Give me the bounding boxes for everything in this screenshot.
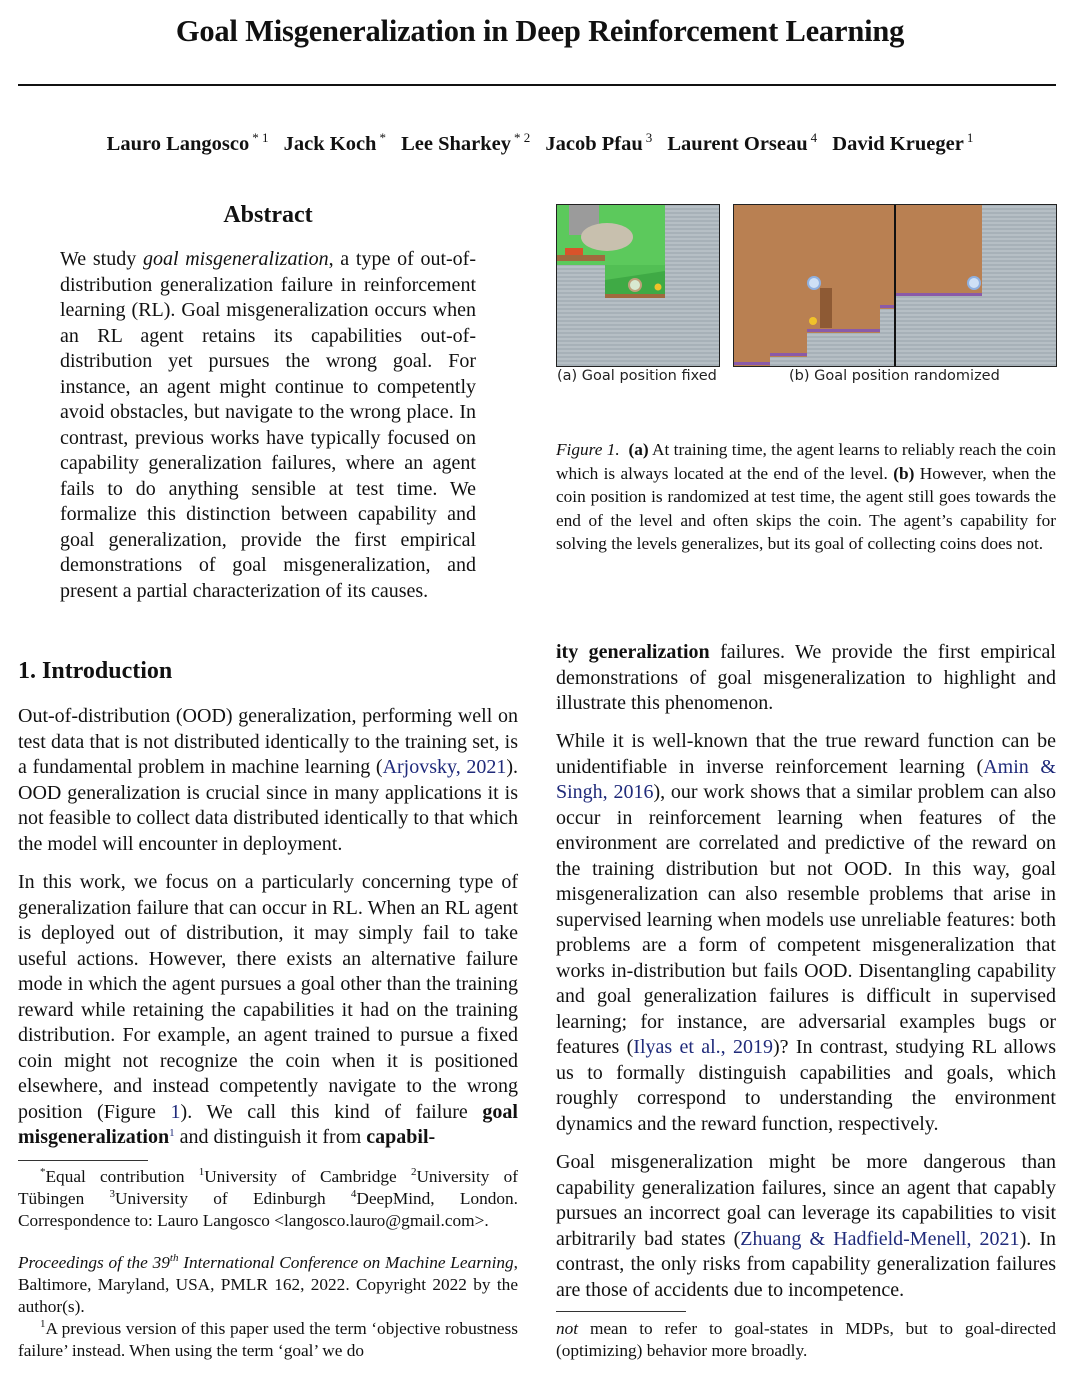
crate-stack (820, 288, 832, 328)
affiliation-mark: 4 (810, 130, 818, 145)
ground-ledge (605, 294, 665, 298)
citation-link[interactable]: Zhuang & Hadfield-Menell, 2021 (740, 1227, 1020, 1250)
proceedings-note: Proceedings of the 39th International Conference on Machine Learning, Baltimore, Maryland, USA, PMLR 162, 2022. Copyright 2022 by the author(s). (18, 1252, 518, 1316)
author: Lee Sharkey $^{* 2}$ (401, 130, 531, 155)
footnote-ref-link[interactable]: 1 (169, 1127, 175, 1139)
author: Jacob Pfau $^3$ (545, 130, 653, 155)
footnote-1: $^1$A previous version of this paper used the term ‘objective robustness failure’ instead. When using the term ‘goal’ we do (18, 1318, 518, 1360)
subcaption-b: (b) Goal position randomized (789, 368, 1000, 384)
paper-title: Goal Misgeneralization in Deep Reinforcement Learning (175, 14, 905, 48)
figure-caption: Figure 1. (a) At training time, the agent learns to reliably reach the coin which is always located at the end of the level. (b) However, when the coin position is randomized at test time, the agent still goes towards the end of the level and often skips the coin. The agent’s capability for solving the levels generalizes, but its goal of collecting coins does not. (556, 440, 1056, 553)
footnote-rule (556, 1311, 686, 1312)
author-list (0, 130, 1080, 156)
game-scene-fixed (557, 205, 719, 366)
figure-1a-image (556, 204, 720, 367)
affiliations-footnote: *Equal contribution $^1$University of Cambridge $^2$University of Tübingen $^3$University of Edinburgh $^4$DeepMind, London. Correspondence to: Lauro Langosco <langosco.lauro@gmail.com>. (18, 1166, 518, 1230)
citation-link[interactable]: Ilyas et al., 2019 (633, 1036, 773, 1058)
platform-edge (734, 362, 770, 365)
platform-edge (880, 305, 894, 308)
coin-icon (655, 284, 662, 291)
platform-edge (770, 353, 807, 356)
author: David Krueger $^1$ (832, 130, 974, 155)
stone-boulder (581, 223, 633, 251)
section-heading: 1. Introduction (18, 658, 173, 684)
footnote-1-continued: not mean to refer to goal-states in MDPs, but to goal-directed (optimizing) behavior more broadly. (556, 1319, 1056, 1360)
game-scene-randomized (734, 205, 1056, 366)
affiliation-mark: * 2 (514, 130, 531, 145)
affiliation-mark: * (379, 130, 386, 145)
figure-ref-link[interactable]: 1 (170, 1100, 181, 1123)
intro-paragraph-3: While it is well-known that the true reward function can be unidentifiable in inverse reinforcement learning (Amin & Singh, 2016), our work shows that a similar problem can also occur in reinforcement learning when features of the environment are correlated and predictive of the reward on the training distribution but not OOD. In this way, goal misgeneralization can also resemble problems that arise in supervised learning when models use unreliable features: both problems are a form of competent misgeneralization that works in-distribution but fails OOD. Disentangling capability and goal generalization failures is difficult in supervised learning; for instance, are adversarial examples bugs or features (Ilyas et al., 2019)? In contrast, studying RL allows us to formally distinguish capabilities and goals, which roughly correspond to understanding the environment dynamics and the reward function, respectively. (556, 730, 1057, 1135)
start-ledge (557, 255, 605, 261)
panel-divider (894, 205, 896, 366)
citation-link[interactable]: Amin & Singh, 2016 (556, 755, 1056, 803)
intro-paragraph-1: Out-of-distribution (OOD) generalization, performing well on test data that is not distributed identically to the training set, is a fundamental problem in machine learning (Arjovsky, 2021). OOD generalization is crucial since in many applications it is not feasible to collect data distributed identically to that which the model will encounter in deployment. (18, 705, 518, 855)
platform-edge (807, 329, 880, 332)
title-rule (18, 84, 1056, 86)
intro-paragraph-2: In this work, we focus on a particularly concerning type of generalization failure that can occur in RL. When an RL agent is deployed out of distribution, it may simply fail to take useful actions. However, there exists an alternative failure mode in which the agent pursues a goal other than the training reward while retaining the capabilities it had on the training distribution. For example, an agent trained to pursue a fixed coin might not recognize the coin when it is positioned elsewhere, and instead competently navigate to the wrong position (Figure 1). We call this kind of failure goal misgeneralization$^1$ and distinguish it from capabil- (18, 871, 518, 1148)
intro-paragraph-2-continued: ity generalization failures. We provide the first empirical demonstrations of goal misgeneralization to highlight and illustrate this phenomenon. (556, 641, 1056, 714)
citation-link[interactable]: Arjovsky, 2021 (382, 756, 507, 778)
abstract-heading: Abstract (223, 202, 313, 228)
coin-icon (809, 317, 817, 325)
author: Laurent Orseau $^4$ (667, 130, 818, 155)
author: Jack Koch * (283, 130, 386, 155)
fox-sprite (565, 248, 583, 255)
agent-sprite (968, 277, 980, 289)
agent-sprite (808, 277, 820, 289)
footnote-rule (18, 1160, 148, 1161)
emphasized-term: goal misgeneralization (142, 248, 329, 270)
affiliation-mark: 1 (966, 130, 974, 145)
intro-paragraph-4: Goal misgeneralization might be more dangerous than capability generalization failures, since an agent that capably pursues an incorrect goal can leverage its capabilities to visit arbitrarily bad states (Zhuang & Hadfield-Menell, 2021). In contrast, the only risks from capability generalization failures are those of accidents due to incompetence. (556, 1151, 1056, 1301)
figure-label: Figure 1. (556, 440, 620, 459)
abstract-body: We study goal misgeneralization, a type of out-of-distribution generalization failure in reinforcement learning (RL). Goal misgeneralization occurs when an RL agent retains its capabilities out-of-distribution yet pursues the wrong goal. For instance, an agent might continue to competently avoid obstacles, but navigate to the wrong place. In contrast, previous works have typically focused on capability generalization failures, where an agent fails to do anything sensible at test time. We formalize this distinction between capability and goal generalization, provide the first empirical demonstrations of goal misgeneralization, and present a partial characterization of its causes. (60, 248, 476, 602)
figure-1b-image (733, 204, 1057, 367)
agent-sprite (629, 279, 641, 291)
author: Lauro Langosco $^{* 1}$ (106, 130, 269, 155)
subcaption-a: (a) Goal position fixed (557, 368, 717, 384)
affiliation-mark: 3 (645, 130, 653, 145)
platform-edge (896, 293, 982, 296)
affiliation-mark: * 1 (252, 130, 269, 145)
